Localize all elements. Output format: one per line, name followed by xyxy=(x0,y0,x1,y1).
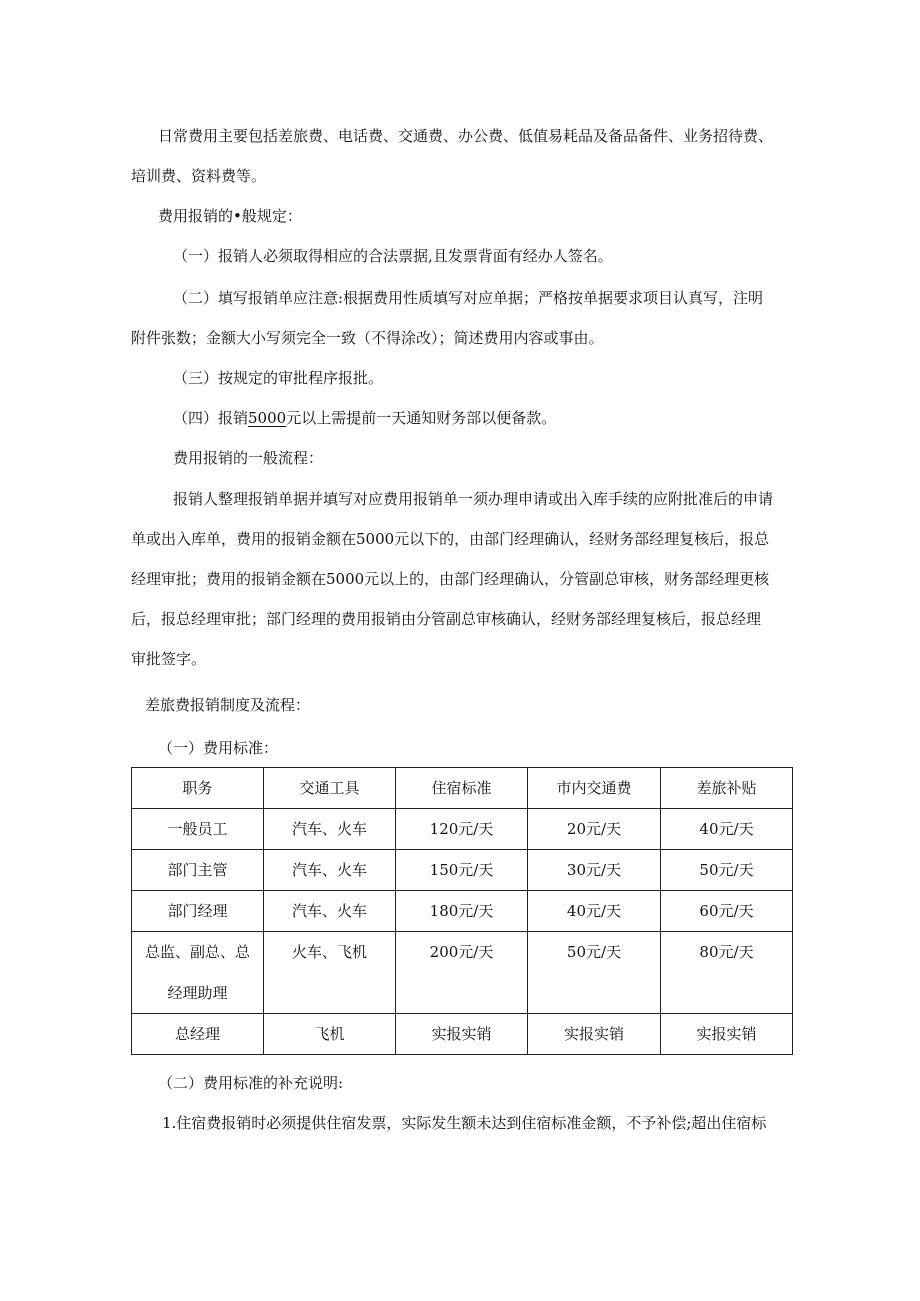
travel-standard-table xyxy=(131,767,793,1055)
table-cell: 部门主管 xyxy=(132,850,264,891)
table-header-cell: 市内交通费 xyxy=(528,768,661,809)
rule-item-4 xyxy=(173,408,556,428)
process-line-4: 后，报总经理审批；部门经理的费用报销由分管副总审核确认，经财务部经理复核后，报总经理 xyxy=(131,610,762,628)
table-cell: 部门经理 xyxy=(132,891,264,932)
table-row xyxy=(132,1014,793,1055)
table-row xyxy=(132,891,793,932)
travel-sub-2: （二）费用标准的补充说明: xyxy=(158,1074,344,1092)
general-rules-heading: 费用报销的•般规定： xyxy=(158,207,302,225)
table-cell-line-2: 经理助理 xyxy=(167,984,228,1002)
table-cell: 火车、飞机 xyxy=(264,932,396,1014)
process-heading: 费用报销的一般流程： xyxy=(173,449,324,467)
process-line-5: 审批签字。 xyxy=(131,650,207,668)
travel-heading: 差旅费报销制度及流程： xyxy=(145,696,311,714)
table-cell: 120元/天 xyxy=(396,809,528,850)
table-row xyxy=(132,932,793,1014)
table-cell: 实报实销 xyxy=(661,1014,793,1055)
table-cell: 200元/天 xyxy=(396,932,528,1014)
table-cell: 实报实销 xyxy=(396,1014,528,1055)
table-cell: 80元/天 xyxy=(661,932,793,1014)
table-cell: 汽车、火车 xyxy=(264,809,396,850)
process-line-3: 经理审批；费用的报销金额在5000元以上的，由部门经理确认，分管副总审核，财务部经理更核 xyxy=(131,570,770,588)
table-cell: 40元/天 xyxy=(661,809,793,850)
table-cell: 60元/天 xyxy=(661,891,793,932)
intro-line-1: 日常费用主要包括差旅费、电话费、交通费、办公费、低值易耗品及备品备件、业务招待费、 xyxy=(158,127,774,145)
table-cell: 一般员工 xyxy=(132,809,264,850)
process-line-2: 单或出入库单，费用的报销金额在5000元以下的，由部门经理确认，经财务部经理复核后，报总 xyxy=(131,530,770,548)
table-cell: 总经理 xyxy=(132,1014,264,1055)
table-cell: 180元/天 xyxy=(396,891,528,932)
rule-item-4-amount: 5000 xyxy=(248,409,287,427)
table-cell: 50元/天 xyxy=(661,850,793,891)
rule-item-2-line-2: 附件张数；金额大小写须完全一致（不得涂改）；简述费用内容或事由。 xyxy=(131,329,604,347)
table-header-cell: 职务 xyxy=(132,768,264,809)
table-cell: 150元/天 xyxy=(396,850,528,891)
table-header-cell: 交通工具 xyxy=(264,768,396,809)
table-row xyxy=(132,850,793,891)
process-line-1: 报销人整理报销单据并填写对应费用报销单一须办理申请或出入库手续的应附批准后的申请 xyxy=(173,490,774,508)
table-cell: 20元/天 xyxy=(528,809,661,850)
travel-sub-1: （一）费用标准： xyxy=(158,739,279,757)
table-cell: 40元/天 xyxy=(528,891,661,932)
table-cell: 30元/天 xyxy=(528,850,661,891)
rule-item-3: （三）按规定的审批程序报批。 xyxy=(173,369,384,387)
rule-item-4-suffix: 元以上需提前一天通知财务部以便备款。 xyxy=(286,409,557,427)
rule-item-1: （一）报销人必须取得相应的合法票据,且发票背面有经办人签名。 xyxy=(173,247,613,265)
travel-note-1: 1.住宿费报销时必须提供住宿发票，实际发生额未达到住宿标准金额，不予补偿;超出住宿标 xyxy=(162,1114,767,1132)
table-cell: 飞机 xyxy=(264,1014,396,1055)
table-header-row xyxy=(132,768,793,809)
table-header-cell: 住宿标准 xyxy=(396,768,528,809)
intro-line-2: 培训费、资料费等。 xyxy=(131,167,267,185)
table-row xyxy=(132,809,793,850)
table-cell-line-1: 总监、副总、总 xyxy=(144,943,250,961)
table-cell: 汽车、火车 xyxy=(264,850,396,891)
table-header-cell: 差旅补贴 xyxy=(661,768,793,809)
table-cell: 汽车、火车 xyxy=(264,891,396,932)
rule-item-4-prefix: （四）报销 xyxy=(173,409,249,427)
rule-item-2-line-1: （二）填写报销单应注意:根据费用性质填写对应单据；严格按单据要求项目认真写，注明 xyxy=(173,289,764,307)
table-cell: 50元/天 xyxy=(528,932,661,1014)
table-cell xyxy=(132,932,264,1014)
table-cell: 实报实销 xyxy=(528,1014,661,1055)
